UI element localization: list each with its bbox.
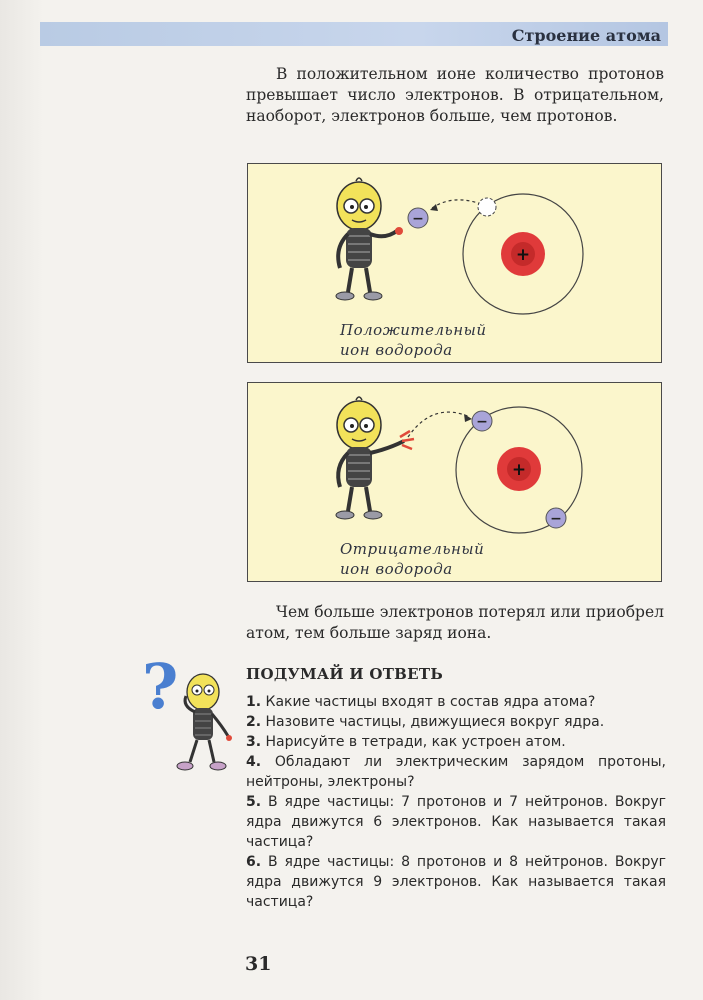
list-item: 2. Назовите частицы, движущиеся вокруг ядра. [246, 714, 605, 730]
page-gutter [0, 0, 44, 1000]
questions-list [246, 692, 666, 912]
list-item: 4. Обладают ли электрическим зарядом протоны, нейтроны, электроны? [246, 754, 667, 790]
intro-paragraph: В положительном ионе количество протонов превышает число электронов. В отрицательном, наоборот, электронов больше, чем протонов. [246, 65, 664, 125]
figure-negative-ion [247, 382, 662, 582]
list-item: 3. Нарисуйте в тетради, как устроен атом. [246, 734, 566, 750]
empty-electron-slot [478, 198, 496, 216]
bulb-character-icon [336, 178, 403, 300]
list-item: 1. Какие частицы входят в состав ядра атома? [246, 694, 596, 710]
questions-heading: ПОДУМАЙ И ОТВЕТЬ [246, 665, 444, 683]
list-item: 5. В ядре частицы: 7 протонов и 7 нейтронов. Вокруг ядра движутся 6 электронов. Как называется такая частица? [246, 794, 666, 850]
thinking-character-icon [140, 650, 235, 775]
svg-text:−: − [412, 211, 424, 227]
summary-paragraph: Чем больше электронов потерял или приобрел атом, тем больше заряд иона. [246, 603, 664, 642]
figure-caption: Отрицательный ион водорода [340, 540, 485, 578]
figure-caption: Положительный ион водорода [340, 321, 487, 359]
svg-text:+: + [511, 460, 527, 480]
list-item: 6. В ядре частицы: 8 протонов и 8 нейтронов. Вокруг ядра движутся 9 электронов. Как называется такая частица? [246, 854, 666, 910]
bulb-character-icon [336, 397, 414, 519]
svg-text:+: + [515, 245, 531, 265]
svg-text:?: ? [142, 650, 179, 723]
section-title: Строение атома [511, 26, 661, 45]
svg-text:−: − [476, 414, 488, 430]
figure-positive-ion [247, 163, 662, 363]
page-number: 31 [245, 953, 272, 975]
svg-text:−: − [550, 511, 562, 527]
